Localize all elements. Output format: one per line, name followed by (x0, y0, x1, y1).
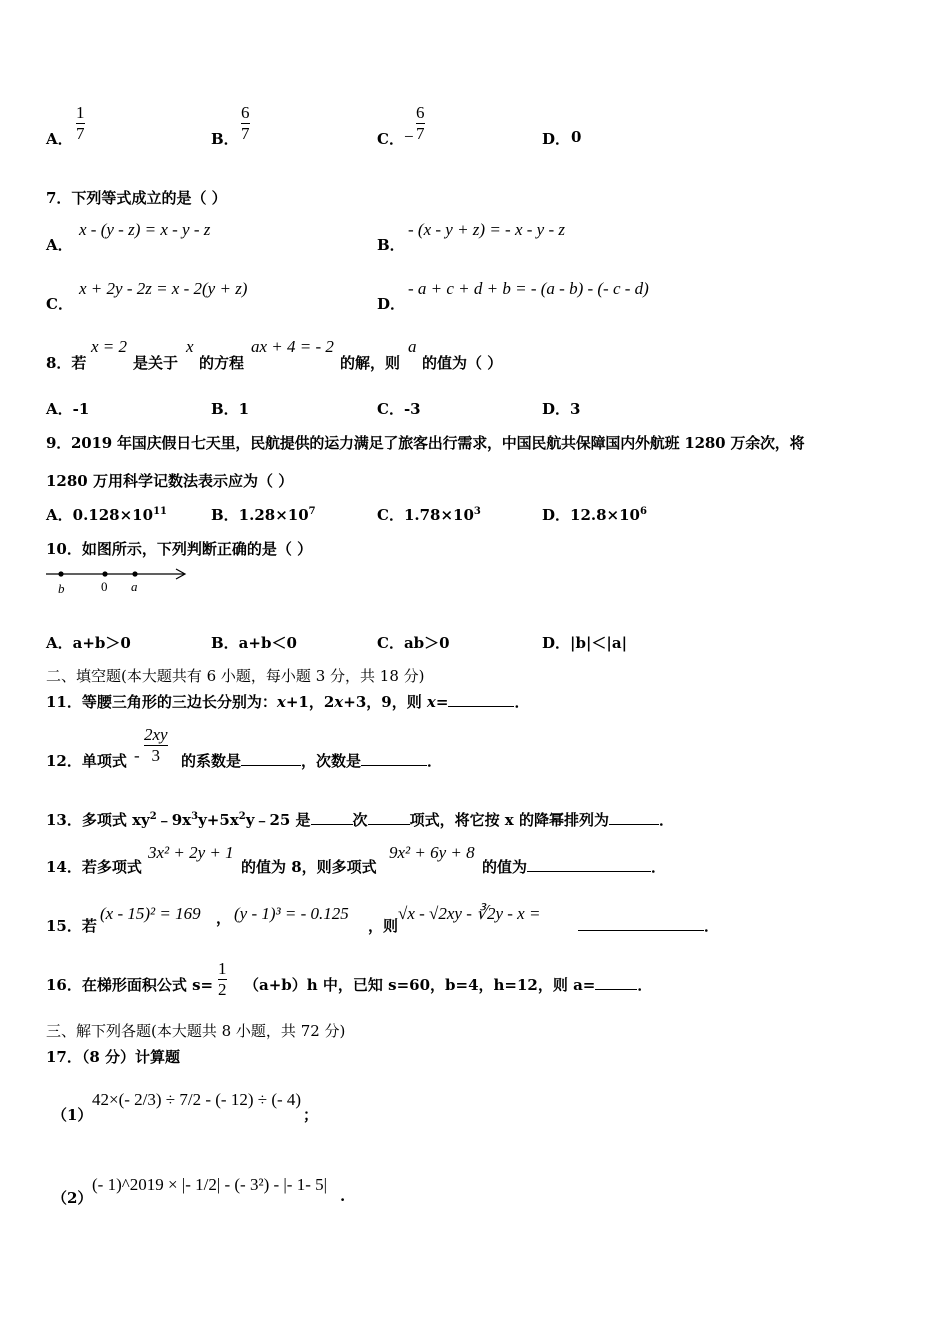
q6-option-d-label: D． (542, 130, 571, 148)
q12-text-2: 的系数是 ，次数是 ． (181, 752, 443, 770)
q13-terms-blank (368, 824, 410, 825)
q15-math-3: √x - √2xy - ∛2y - x = (398, 904, 541, 923)
q6-option-c-sign: − (404, 127, 414, 146)
q10-stem: 10．如图所示，下列判断正确的是（ ） (46, 540, 313, 558)
q6-option-a-label: A． (46, 130, 73, 148)
q6-option-a-fraction: 1 7 (76, 103, 85, 143)
q14-text-2: 的值为 8，则多项式 (241, 858, 377, 876)
q15-math-2: (y - 1)³ = - 0.125 (234, 904, 349, 923)
q8-option-a: A．-1 (46, 400, 90, 418)
q7-option-b-label: B． (377, 236, 405, 254)
label-a: a (131, 579, 138, 594)
q8-math-2: x (186, 337, 194, 356)
q9-line-1: 9．2019 年国庆假日七天里，民航提供的运力满足了旅客出行需求，中国民航共保障国内外航班 1280 万余次，将 (46, 434, 805, 452)
q9-option-a: A．$0.128\times 10^{11}$ (46, 506, 167, 524)
q10-option-c: C．ab＞0 (377, 634, 450, 652)
point-a (132, 571, 137, 576)
q17-part1-end: ； (303, 1106, 319, 1124)
q15-text-2: ， (216, 909, 232, 927)
point-zero (102, 571, 107, 576)
q12-sign: - (134, 746, 140, 765)
q17-stem: 17．（8 分）计算题 (46, 1048, 181, 1066)
q7-option-c-label: C． (46, 295, 73, 313)
q12-coefficient-blank (241, 765, 301, 766)
label-b: b (58, 581, 65, 596)
q10-option-a: A．a+b＞0 (46, 634, 131, 652)
q14-math-1: 3x² + 2y + 1 (148, 843, 234, 862)
q7-stem: 7．下列等式成立的是（ ） (46, 189, 227, 207)
q6-option-d-value: 0 (571, 128, 582, 146)
q12-text-1: 12．单项式 (46, 752, 127, 770)
q17-part2-label: （2） (52, 1189, 93, 1207)
q12-fraction: 2xy 3 (144, 725, 168, 765)
label-zero: 0 (101, 579, 108, 594)
q15-text-3: ，则 (368, 917, 399, 935)
q8-text-1: 8．若 (46, 354, 87, 372)
point-b (58, 571, 63, 576)
q8-option-b: B．1 (211, 400, 250, 418)
q8-math-3: ax + 4 = - 2 (251, 337, 334, 356)
q8-option-c: C．-3 (377, 400, 421, 418)
q8-text-3: 的方程 (199, 354, 245, 372)
q16-fraction: 1 2 (218, 959, 227, 999)
q10-option-d: D．|b|＜|a| (542, 634, 628, 652)
q8-math-1: x = 2 (91, 337, 128, 356)
q7-option-a-label: A． (46, 236, 73, 254)
q8-option-d: D．3 (542, 400, 581, 418)
q16-text-1: 16．在梯形面积公式 s= (46, 976, 214, 994)
q9-option-d: D．$12.8\times 10^6$ (542, 506, 647, 524)
q13-degree-blank (311, 824, 353, 825)
q9-option-b: B．$1.28\times 10^7$ (211, 506, 316, 524)
q10-option-b: B．a+b＜0 (211, 634, 297, 652)
q14-text-3: 的值为 ． (482, 858, 667, 876)
q7-option-b-expr: - (x - y + z) = - x - y - z (408, 220, 565, 239)
q17-part1-expr: 42×(- 2/3) ÷ 7/2 - (- 12) ÷ (- 4) (92, 1090, 302, 1109)
q7-option-c-expr: x + 2y - 2z = x - 2(y + z) (79, 279, 248, 298)
q8-text-2: 是关于 (133, 354, 179, 372)
q7-option-d-label: D． (377, 295, 406, 313)
q16-answer-blank (595, 989, 637, 990)
q15-answer: ． (578, 915, 719, 936)
q14-math-2: 9x² + 6y + 8 (389, 843, 475, 862)
q17-part2-expr: (- 1)^2019 × |- 1/2| - (- 3²) - |- 1- 5| (92, 1175, 328, 1194)
q12-degree-blank (361, 765, 427, 766)
q6-option-c-fraction: 6 7 (416, 103, 425, 143)
q15-math-1: (x - 15)² = 169 (100, 904, 201, 923)
q9-line-2: 1280 万用科学记数法表示应为（ ） (46, 472, 294, 490)
q17-part2-end: . (340, 1187, 346, 1205)
q13-text: 13．多项式 $xy^2﹣9x^3y+5x^2y﹣25$ 是 次 项式，将它按 x 的降幂排列为 ． (46, 811, 674, 829)
q8-math-4: a (408, 337, 417, 356)
q8-text-4: 的解，则 (340, 354, 401, 372)
q6-option-c-label: C． (377, 130, 404, 148)
q14-answer-blank (527, 871, 651, 872)
q8-text-5: 的值为（ ） (422, 354, 503, 372)
q17-part1-label: （1） (52, 1106, 93, 1124)
number-line-figure (44, 565, 190, 597)
q6-option-b-label: B． (211, 130, 239, 148)
q7-option-d-expr: - a + c + d + b = - (a - b) - (- c - d) (408, 279, 649, 298)
q16-text-2: （a+b）h 中，已知 s=60，b=4，h=12，则 a= ． (244, 976, 653, 994)
q7-option-a-expr: x - (y - z) = x - y - z (79, 220, 211, 239)
q15-answer-blank (578, 930, 704, 931)
q13-order-blank (609, 824, 659, 825)
q14-text-1: 14．若多项式 (46, 858, 142, 876)
q15-text-1: 15．若 (46, 917, 97, 935)
section-2-title: 二、填空题(本大题共有 6 小题，每小题 3 分，共 18 分) (46, 667, 425, 685)
q6-option-b-fraction: 6 7 (241, 103, 250, 143)
q11-answer-blank (448, 706, 514, 707)
q9-option-c: C．$1.78\times 10^3$ (377, 506, 481, 524)
section-3-title: 三、解下列各题(本大题共 8 小题，共 72 分) (46, 1022, 346, 1040)
q11-text: 11．等腰三角形的三边长分别为：x+1，2x+3，9，则 x= ． (46, 693, 530, 711)
